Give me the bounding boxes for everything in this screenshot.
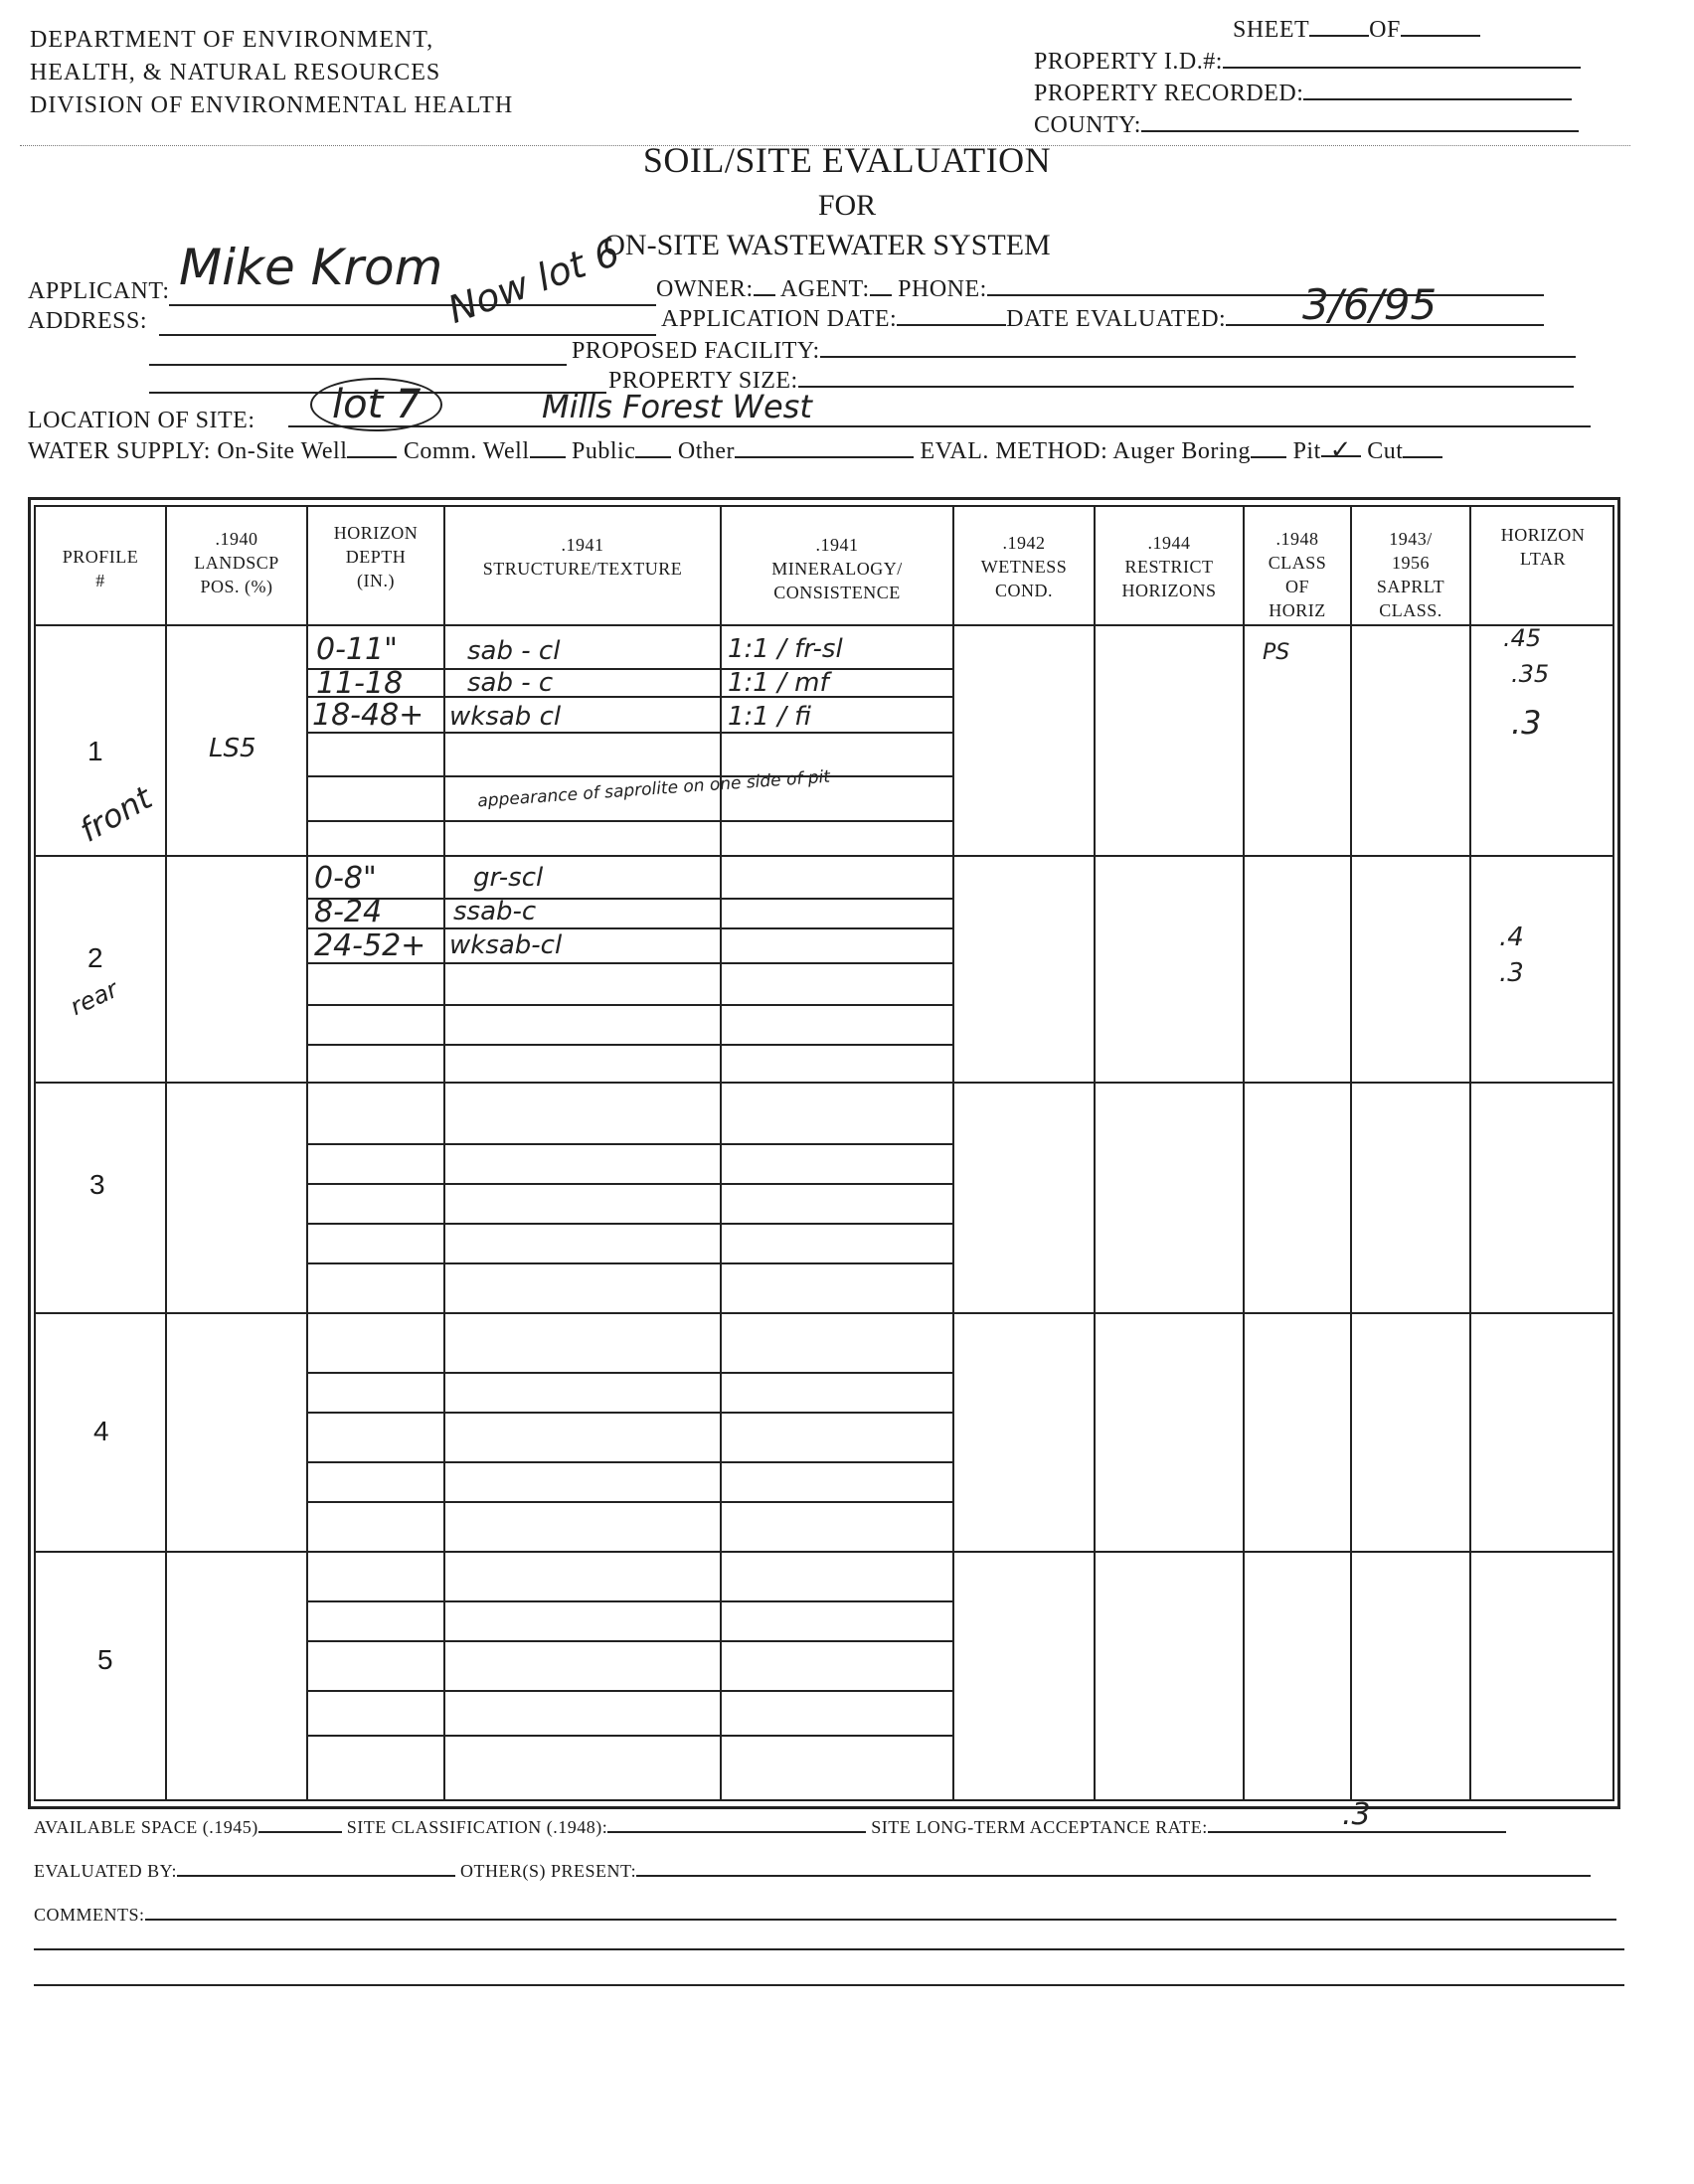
structure-value: sab - cl	[467, 636, 561, 666]
profile-divider	[34, 1082, 1614, 1084]
col-divider	[443, 505, 445, 1801]
address-label: ADDRESS:	[28, 308, 148, 334]
horizon-line	[306, 1372, 952, 1374]
form-title: SOIL/SITE EVALUATION	[642, 140, 1052, 180]
header-restrict	[1096, 531, 1243, 602]
ltar-value: .45	[1503, 624, 1542, 652]
header-saprolite	[1352, 527, 1469, 622]
pit-check[interactable]: ✓	[1321, 435, 1361, 457]
site-classification-field[interactable]	[607, 1815, 866, 1833]
profile-number: 4	[93, 1416, 109, 1446]
property-recorded-label: PROPERTY RECORDED:	[1034, 81, 1304, 106]
header-line: HORIZON	[1500, 525, 1586, 545]
header-line: CLASS.	[1379, 600, 1442, 620]
comm-well-label: Comm. Well	[403, 438, 530, 464]
other-label: Other	[677, 438, 736, 464]
horizon-line	[306, 1501, 952, 1503]
location-label: LOCATION OF SITE:	[28, 408, 255, 433]
sheet-label: SHEET	[1233, 17, 1310, 43]
profile-divider	[34, 1312, 1614, 1314]
proposed-facility-field[interactable]	[820, 336, 1576, 358]
available-space-field[interactable]	[258, 1815, 342, 1833]
application-date-label: APPLICATION DATE:	[661, 306, 898, 332]
department-header	[30, 24, 513, 122]
others-present-field[interactable]	[636, 1859, 1591, 1877]
header-line: HORIZON	[333, 523, 419, 543]
header-line: SAPRLT	[1376, 577, 1445, 596]
property-header	[1034, 14, 1581, 141]
header-line: WETNESS	[980, 557, 1068, 577]
header-line: .1942	[1002, 533, 1046, 553]
horizon-line	[306, 1183, 952, 1185]
header-profile	[36, 545, 165, 592]
header-line: LANDSCP	[194, 553, 279, 573]
header-wetness	[954, 531, 1094, 602]
footer-line-1	[34, 1815, 1506, 1838]
header-line: .1940	[215, 529, 258, 549]
location-value: Mills Forest West	[542, 388, 812, 425]
profile-number: 2	[87, 942, 103, 973]
ltar-value: .3	[1499, 958, 1524, 988]
col-divider	[165, 505, 167, 1801]
header-line: .1944	[1147, 533, 1191, 553]
comments-field[interactable]	[145, 1903, 1616, 1921]
header-class	[1245, 527, 1350, 622]
comments-label: COMMENTS:	[34, 1905, 145, 1925]
header-line: .1941	[561, 535, 604, 555]
county-label: COUNTY:	[1034, 112, 1141, 138]
mineralogy-value: 1:1 / mf	[728, 668, 829, 698]
header-row-divider	[34, 624, 1614, 626]
header-line: POS. (%)	[200, 577, 273, 596]
col-divider	[1094, 505, 1096, 1801]
col-divider	[306, 505, 308, 1801]
horizon-line	[306, 1412, 952, 1414]
sheet-total-field[interactable]	[1401, 15, 1480, 37]
public-label: Public	[572, 438, 636, 464]
horizon-line	[306, 1690, 952, 1692]
depth-value: 0-8"	[314, 861, 377, 896]
dept-line-2: HEALTH, & NATURAL RESOURCES	[30, 60, 441, 85]
header-line: RESTRICT	[1124, 557, 1214, 577]
property-id-line	[1034, 46, 1581, 78]
site-classification-label: SITE CLASSIFICATION (.1948):	[346, 1817, 608, 1837]
header-line: 1956	[1392, 553, 1430, 573]
applicant-label: APPLICANT:	[28, 278, 170, 304]
header-line: CLASS	[1268, 553, 1327, 573]
location-underline	[288, 425, 1591, 427]
agent-label: AGENT:	[779, 276, 870, 302]
depth-value: 24-52+	[314, 928, 426, 963]
profile-note: front	[73, 778, 159, 850]
header-line: (IN.)	[357, 571, 395, 590]
header-mineralogy	[722, 533, 952, 604]
col-divider	[952, 505, 954, 1801]
phone-field[interactable]	[987, 274, 1544, 296]
structure-value: sab - c	[467, 668, 554, 698]
evaluated-by-label: EVALUATED BY:	[34, 1861, 178, 1881]
header-line: MINERALOGY/	[771, 559, 903, 579]
ltar-value: .3	[1511, 704, 1542, 742]
landscape-value: LS5	[209, 734, 256, 763]
horizon-line	[306, 668, 952, 670]
other-field[interactable]	[735, 436, 914, 458]
owner-check[interactable]	[754, 274, 775, 296]
header-line: HORIZONS	[1121, 581, 1217, 600]
structure-value: wksab cl	[449, 702, 562, 732]
date-evaluated-label: DATE EVALUATED:	[1006, 306, 1227, 332]
header-line: PROFILE	[62, 547, 139, 567]
header-line: OF	[1284, 577, 1309, 596]
profile-comment: appearance of saprolite on one side of pit	[476, 766, 831, 812]
header-landscape	[167, 527, 306, 598]
header-line: COND.	[994, 581, 1053, 600]
col-divider	[1469, 505, 1471, 1801]
depth-value: 0-11"	[316, 632, 398, 667]
horizon-line	[306, 1735, 952, 1737]
depth-value: 8-24	[314, 895, 383, 929]
col-divider	[1350, 505, 1352, 1801]
header-line: CONSISTENCE	[773, 583, 901, 602]
footer-line-2	[34, 1859, 1591, 1882]
profile-number: 3	[89, 1169, 105, 1200]
header-line: .1941	[815, 535, 859, 555]
application-date-field[interactable]	[897, 304, 1006, 326]
profile-note: rear	[66, 974, 122, 1022]
county-field[interactable]	[1141, 110, 1579, 132]
others-present-label: OTHER(S) PRESENT:	[460, 1861, 637, 1881]
header-line: .1948	[1275, 529, 1319, 549]
mineralogy-value: 1:1 / fr-sl	[728, 634, 843, 664]
horizon-line	[306, 1004, 952, 1006]
header-line: #	[95, 571, 105, 590]
profile-number: 1	[87, 736, 103, 766]
structure-value: ssab-c	[453, 897, 537, 926]
profile-number: 5	[97, 1644, 113, 1675]
eval-method-label: EVAL. METHOD: Auger Boring	[920, 438, 1252, 464]
header-line: 1943/	[1389, 529, 1433, 549]
cut-label: Cut	[1367, 438, 1404, 464]
profile-divider	[34, 1551, 1614, 1553]
property-size-field[interactable]	[798, 366, 1574, 388]
agent-check[interactable]	[870, 274, 892, 296]
form-title-for: FOR	[817, 189, 877, 222]
horizon-line	[306, 1640, 952, 1642]
col-divider	[720, 505, 722, 1801]
water-supply-line	[28, 435, 1442, 465]
county-line	[1034, 109, 1581, 141]
location-lot-circled: lot 7	[310, 378, 442, 431]
mineralogy-value: 1:1 / fi	[728, 702, 811, 732]
structure-value: gr-scl	[473, 863, 544, 893]
available-space-label: AVAILABLE SPACE (.1945)	[34, 1817, 258, 1837]
horizon-line	[306, 820, 952, 822]
property-id-field[interactable]	[1223, 47, 1581, 69]
proposed-facility-line	[572, 336, 1576, 365]
applicant-value: Mike Krom	[179, 239, 443, 296]
col-divider	[1243, 505, 1245, 1801]
structure-value: wksab-cl	[449, 930, 563, 960]
horizon-line	[306, 1262, 952, 1264]
profile-divider	[34, 855, 1614, 857]
date-evaluated-value: 3/6/95	[1302, 280, 1438, 329]
property-recorded-field[interactable]	[1303, 79, 1572, 100]
phone-label: PHONE:	[898, 276, 987, 302]
header-line: STRUCTURE/TEXTURE	[482, 559, 683, 579]
header-line: DEPTH	[345, 547, 407, 567]
site-ltar-label: SITE LONG-TERM ACCEPTANCE RATE:	[871, 1817, 1208, 1837]
sheet-line	[1034, 14, 1581, 46]
horizon-line	[306, 1143, 952, 1145]
address-line-2	[149, 364, 567, 366]
header-line: LTAR	[1520, 549, 1566, 569]
sheet-number-field[interactable]	[1309, 15, 1369, 37]
dept-line-1: DEPARTMENT OF ENVIRONMENT,	[30, 27, 434, 53]
horizon-line	[306, 1461, 952, 1463]
of-label: OF	[1369, 17, 1401, 43]
ltar-value: .4	[1499, 923, 1524, 952]
horizon-line	[306, 1044, 952, 1046]
property-recorded-line	[1034, 78, 1581, 109]
auger-boring-field[interactable]	[1251, 436, 1286, 458]
header-horizon-depth	[308, 521, 443, 592]
cut-field[interactable]	[1403, 436, 1442, 458]
depth-value: 11-18	[316, 666, 404, 701]
ltar-value: .35	[1511, 660, 1550, 688]
applicant-underline	[169, 304, 656, 306]
footer-line-3	[34, 1903, 1616, 1926]
horizon-line	[306, 775, 952, 777]
public-field[interactable]	[635, 436, 671, 458]
horizon-line	[306, 1223, 952, 1225]
dept-line-3: DIVISION OF ENVIRONMENTAL HEALTH	[30, 92, 514, 118]
header-line: HORIZ	[1269, 600, 1326, 620]
evaluated-by-field[interactable]	[177, 1859, 455, 1877]
comments-line	[34, 1948, 1624, 1950]
proposed-facility-label: PROPOSED FACILITY:	[572, 338, 820, 364]
onsite-well-field[interactable]	[347, 436, 397, 458]
pit-label: Pit	[1292, 438, 1321, 464]
comments-line	[34, 1984, 1624, 1986]
class-value: PS	[1263, 640, 1290, 665]
comm-well-field[interactable]	[530, 436, 566, 458]
property-size-label: PROPERTY SIZE:	[608, 368, 798, 394]
owner-label: OWNER:	[656, 276, 754, 302]
header-ltar	[1471, 523, 1614, 571]
property-id-label: PROPERTY I.D.#:	[1034, 49, 1223, 75]
water-supply-label: WATER SUPPLY: On-Site Well	[28, 438, 348, 464]
form-subtitle: ON-SITE WASTEWATER SYSTEM	[603, 229, 1051, 261]
horizon-line	[306, 898, 952, 900]
now-lot-note: Now lot 6	[441, 230, 625, 332]
depth-value: 18-48+	[312, 698, 424, 733]
site-ltar-value: .3	[1342, 1797, 1371, 1832]
horizon-line	[306, 1600, 952, 1602]
header-structure-texture	[445, 533, 720, 581]
table-inner-border	[34, 505, 1614, 1801]
